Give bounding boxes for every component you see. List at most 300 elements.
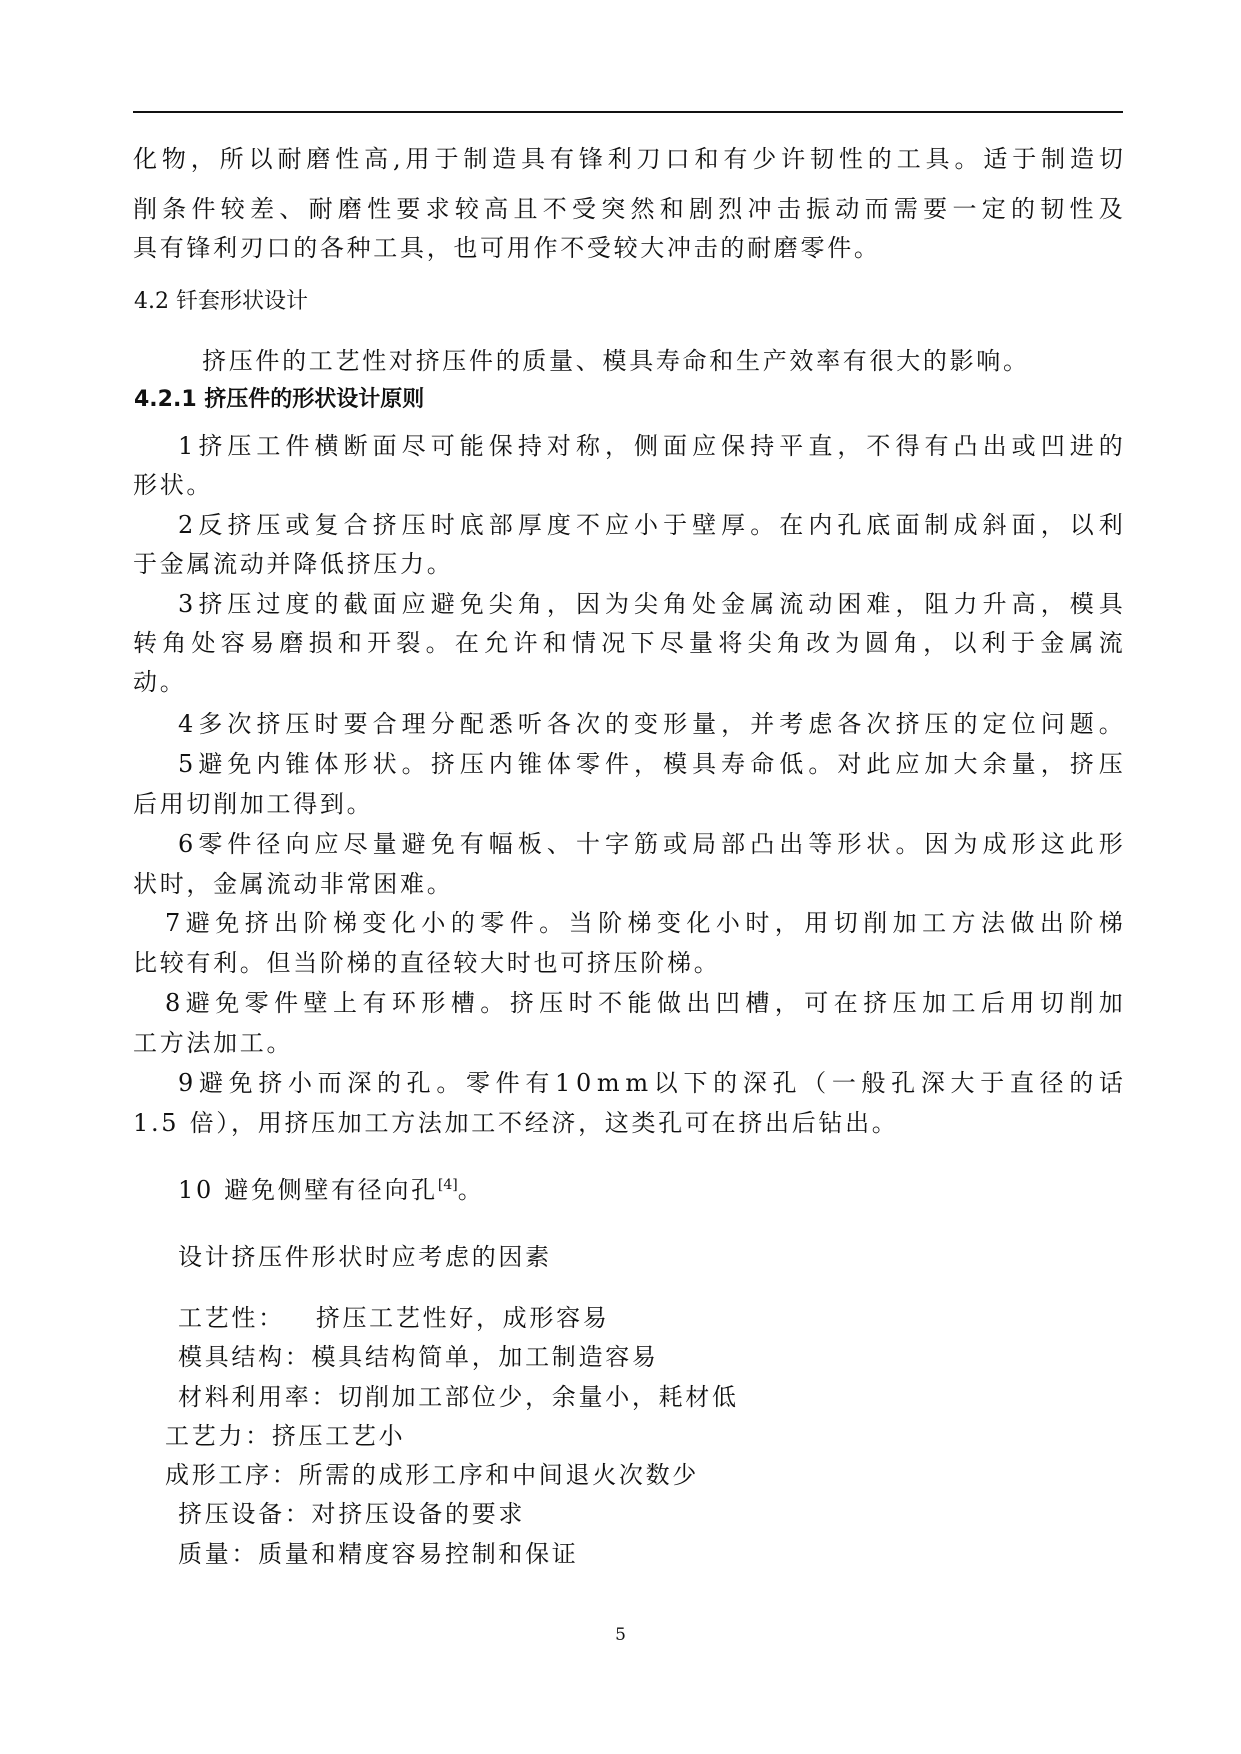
glyph: 此 — [1069, 830, 1094, 858]
glyph: 将 — [718, 629, 743, 657]
glyph: 转 — [133, 629, 157, 657]
glyph: 用 — [804, 909, 829, 937]
glyph: 变 — [634, 710, 659, 738]
glyph: 有 — [550, 145, 574, 173]
glyph: 字 — [604, 830, 629, 858]
glyph: 角 — [776, 629, 801, 657]
glyph: 模 — [1069, 590, 1094, 618]
glyph: ， — [634, 750, 659, 778]
glyph: 变 — [362, 909, 387, 937]
glyph: 有 — [459, 830, 484, 858]
glyph: 定 — [981, 195, 1006, 223]
glyph: 削 — [1069, 989, 1094, 1017]
factor-item: 模具结构：模具结构简单，加工制造容易 — [178, 1343, 659, 1371]
glyph: 配 — [459, 710, 484, 738]
glyph: 悉 — [488, 710, 513, 738]
glyph: 易 — [250, 629, 275, 657]
glyph: 向 — [285, 830, 310, 858]
glyph: 内 — [488, 750, 513, 778]
glyph: 动 — [835, 195, 860, 223]
glyph: 避 — [198, 750, 223, 778]
glyph: 免 — [459, 590, 484, 618]
factor-item: 工艺力：挤压工艺小 — [165, 1422, 406, 1450]
glyph: 挤 — [372, 511, 397, 539]
glyph: 或 — [663, 830, 688, 858]
glyph: 适 — [983, 145, 1008, 173]
glyph: 能 — [459, 432, 484, 460]
factor-item: 工艺性： 挤压工艺性好，成形容易 — [178, 1304, 610, 1332]
glyph: 于 — [434, 145, 459, 173]
glyph: 等 — [808, 830, 833, 858]
glyph: 反 — [198, 511, 223, 539]
glyph: 多 — [198, 710, 223, 738]
glyph: 成 — [953, 511, 978, 539]
glyph: 性 — [367, 195, 392, 223]
glyph: 较 — [454, 195, 479, 223]
glyph: 复 — [314, 511, 339, 539]
paragraph-line — [133, 197, 1123, 221]
glyph: ， — [895, 590, 920, 618]
glyph: 尖 — [747, 629, 772, 657]
glyph: 。 — [750, 511, 775, 539]
glyph: 出 — [982, 432, 1007, 460]
glyph: 因 — [575, 590, 600, 618]
glyph: 部 — [488, 511, 513, 539]
glyph: 磨 — [337, 195, 362, 223]
glyph: ， — [1040, 511, 1065, 539]
list-item-line: 1.5 倍），用挤压加工方法加工不经济，这类孔可在挤出后钻出。 — [133, 1109, 899, 1137]
glyph: 应 — [314, 830, 339, 858]
glyph: 的 — [1010, 195, 1035, 223]
glyph: 件 — [191, 195, 216, 223]
list-item-line — [178, 752, 1123, 776]
glyph: 。 — [401, 750, 426, 778]
glyph: 寿 — [721, 750, 746, 778]
glyph: 直 — [808, 432, 833, 460]
glyph: 挤 — [227, 511, 252, 539]
glyph: 造 — [492, 145, 517, 173]
glyph: 可 — [430, 432, 455, 460]
section-heading: 4.2 钎套形状设计 — [134, 289, 308, 314]
glyph: 的 — [450, 909, 475, 937]
glyph: 避 — [430, 590, 455, 618]
glyph: 做 — [1010, 909, 1035, 937]
glyph: 利 — [981, 629, 1006, 657]
list-item-line — [133, 631, 1123, 655]
glyph: 况 — [601, 629, 626, 657]
glyph: 以 — [1069, 511, 1094, 539]
glyph: 各 — [546, 710, 571, 738]
glyph: 2 — [178, 511, 194, 539]
glyph: 韧 — [810, 145, 835, 173]
glyph: 为 — [953, 830, 978, 858]
glyph: 免 — [228, 1069, 253, 1097]
glyph: 角 — [517, 590, 542, 618]
glyph: 加 — [1098, 989, 1123, 1017]
glyph: 挤 — [863, 989, 888, 1017]
list-item-line: 后用切削加工得到。 — [133, 790, 374, 818]
glyph: 凹 — [715, 989, 740, 1017]
glyph: 形 — [663, 710, 688, 738]
glyph: 一 — [831, 1069, 856, 1097]
glyph: 免 — [215, 989, 240, 1017]
glyph: 保 — [488, 432, 513, 460]
glyph: 具 — [1098, 590, 1123, 618]
glyph: 深 — [920, 1069, 945, 1097]
glyph: 出 — [779, 830, 804, 858]
glyph: ， — [1040, 750, 1065, 778]
glyph: 径 — [256, 830, 281, 858]
glyph: 面 — [663, 432, 688, 460]
glyph: 韧 — [1040, 195, 1065, 223]
factor-item: 质量：质量和精度容易控制和保证 — [178, 1540, 579, 1568]
glyph: 在 — [779, 511, 804, 539]
glyph: 加 — [922, 989, 947, 1017]
glyph: 形 — [1011, 830, 1036, 858]
glyph: （ — [802, 1069, 827, 1097]
glyph: 差 — [250, 195, 275, 223]
glyph: 深 — [742, 1069, 767, 1097]
glyph: 切 — [1098, 145, 1123, 173]
glyph: 、 — [546, 830, 571, 858]
glyph: 槽 — [450, 989, 475, 1017]
glyph: 免 — [430, 830, 455, 858]
glyph: 低 — [779, 750, 804, 778]
glyph: 得 — [895, 432, 920, 460]
glyph: 尽 — [401, 432, 426, 460]
glyph: 次 — [866, 710, 891, 738]
glyph: 度 — [546, 511, 571, 539]
glyph: 厚 — [517, 511, 542, 539]
glyph: 应 — [401, 590, 426, 618]
glyph: 要 — [396, 195, 421, 223]
glyph: 烈 — [718, 195, 743, 223]
glyph: 后 — [980, 989, 1005, 1017]
glyph: 角 — [162, 629, 187, 657]
glyph: 般 — [861, 1069, 886, 1097]
subsection-heading: 4.2.1 挤压件的形状设计原则 — [134, 387, 425, 412]
list-item-line — [165, 991, 1123, 1015]
glyph: 话 — [1098, 1069, 1123, 1097]
glyph: 应 — [604, 511, 629, 539]
factor-item: 材料利用率：切削加工部位少，余量小，耗材低 — [178, 1383, 739, 1411]
glyph: 能 — [627, 989, 652, 1017]
glyph: 位 — [1011, 710, 1036, 738]
glyph: 挤 — [430, 750, 455, 778]
glyph: 尖 — [488, 590, 513, 618]
glyph: 切 — [833, 909, 858, 937]
glyph: 物 — [161, 145, 186, 173]
glyph: 少 — [752, 145, 777, 173]
glyph: 壁 — [692, 511, 717, 539]
glyph: 避 — [185, 989, 210, 1017]
glyph: 和 — [337, 629, 362, 657]
glyph: 。 — [808, 750, 833, 778]
glyph: 压 — [459, 750, 484, 778]
glyph: ， — [604, 432, 629, 460]
glyph: 化 — [391, 909, 416, 937]
glyph: 可 — [804, 989, 829, 1017]
glyph: 内 — [256, 750, 281, 778]
glyph: 的 — [314, 590, 339, 618]
glyph: 孔 — [406, 1069, 431, 1097]
glyph: 性 — [1069, 195, 1094, 223]
glyph: 在 — [833, 989, 858, 1017]
glyph: 造 — [1070, 145, 1095, 173]
glyph: 剧 — [689, 195, 714, 223]
glyph: 尽 — [343, 830, 368, 858]
glyph: 3 — [178, 590, 194, 618]
glyph: 角 — [663, 590, 688, 618]
glyph: 工 — [256, 432, 281, 460]
glyph: 有 — [362, 989, 387, 1017]
glyph: 状 — [866, 830, 891, 858]
glyph: 小 — [715, 909, 740, 937]
glyph: 挤 — [509, 989, 534, 1017]
header-rule — [133, 111, 1123, 113]
glyph: 于 — [663, 511, 688, 539]
glyph: 高 — [1011, 590, 1036, 618]
glyph: 不 — [866, 432, 891, 460]
glyph: 阻 — [924, 590, 949, 618]
glyph: 制 — [924, 511, 949, 539]
glyph: 为 — [604, 590, 629, 618]
paragraph-line — [133, 147, 1123, 171]
glyph: 制 — [1041, 145, 1066, 173]
glyph: 或 — [1011, 432, 1036, 460]
glyph: 角 — [893, 629, 918, 657]
glyph: 件 — [285, 432, 310, 460]
glyph: ， — [774, 989, 799, 1017]
glyph: 持 — [750, 432, 775, 460]
glyph: 口 — [665, 145, 690, 173]
glyph: 合 — [372, 710, 397, 738]
glyph: ， — [837, 432, 862, 460]
glyph: 件 — [495, 1069, 520, 1097]
glyph: 、 — [279, 195, 304, 223]
list-item-line: 形状。 — [133, 471, 214, 499]
glyph: 及 — [1098, 195, 1123, 223]
glyph: m — [596, 1069, 620, 1097]
glyph: 8 — [165, 989, 181, 1017]
glyph: 4 — [178, 710, 194, 738]
glyph: 1 — [178, 432, 194, 460]
citation-ref: [4] — [437, 1177, 458, 1193]
glyph: 合 — [343, 511, 368, 539]
glyph: 挤 — [258, 1069, 283, 1097]
glyph: 板 — [517, 830, 542, 858]
glyph: 。 — [480, 989, 505, 1017]
glyph: 情 — [571, 629, 596, 657]
glyph: 面 — [895, 511, 920, 539]
glyph: 工 — [951, 989, 976, 1017]
glyph: 凸 — [953, 432, 978, 460]
glyph: 分 — [430, 710, 455, 738]
glyph: 各 — [837, 710, 862, 738]
glyph: 5 — [178, 750, 194, 778]
glyph: 免 — [215, 909, 240, 937]
glyph: 度 — [285, 590, 310, 618]
glyph: 孔 — [772, 1069, 797, 1097]
glyph: 击 — [776, 195, 801, 223]
glyph: 挤 — [198, 432, 223, 460]
glyph: 量 — [372, 830, 397, 858]
glyph: 零 — [575, 750, 600, 778]
glyph: 的 — [953, 710, 978, 738]
glyph: 考 — [779, 710, 804, 738]
glyph: 的 — [867, 145, 892, 173]
glyph: 金 — [721, 590, 746, 618]
glyph: 削 — [863, 909, 888, 937]
list-item-line: 状时，金属流动非常困难。 — [133, 870, 454, 898]
glyph: 损 — [308, 629, 333, 657]
glyph: 。 — [954, 145, 979, 173]
glyph: 挤 — [198, 590, 223, 618]
glyph: 当 — [568, 909, 593, 937]
glyph: 问 — [1040, 710, 1065, 738]
glyph: 性 — [335, 145, 360, 173]
glyph: 应 — [692, 432, 717, 460]
glyph: 1 — [555, 1069, 571, 1097]
glyph: 次 — [575, 710, 600, 738]
glyph: 以 — [653, 1069, 678, 1097]
glyph: 面 — [372, 432, 397, 460]
glyph: 具 — [925, 145, 950, 173]
glyph: 许 — [781, 145, 806, 173]
glyph: ， — [190, 145, 215, 173]
glyph: 耐 — [308, 195, 333, 223]
glyph: 出 — [686, 989, 711, 1017]
glyph: 不 — [542, 195, 567, 223]
glyph: 凹 — [1040, 432, 1065, 460]
glyph: 加 — [924, 750, 949, 778]
glyph: 削 — [133, 195, 157, 223]
glyph: 应 — [895, 750, 920, 778]
glyph: 锥 — [517, 750, 542, 778]
glyph: 阶 — [598, 909, 623, 937]
glyph: ， — [721, 710, 746, 738]
glyph: 具 — [521, 145, 546, 173]
glyph: 9 — [178, 1069, 194, 1097]
glyph: 。 — [539, 909, 564, 937]
glyph: 冲 — [747, 195, 772, 223]
glyph: 截 — [343, 590, 368, 618]
glyph: 凸 — [750, 830, 775, 858]
glyph: 需 — [893, 195, 918, 223]
glyph: 命 — [750, 750, 775, 778]
glyph: 出 — [1039, 909, 1064, 937]
glyph: 时 — [568, 989, 593, 1017]
glyph: 件 — [227, 830, 252, 858]
glyph: 压 — [401, 511, 426, 539]
glyph: 制 — [463, 145, 488, 173]
list-item-line: 于金属流动并降低挤压力。 — [133, 550, 454, 578]
glyph: 突 — [601, 195, 626, 223]
glyph: 槽 — [745, 989, 770, 1017]
glyph: 过 — [256, 590, 281, 618]
glyph: 体 — [546, 750, 571, 778]
factors-title: 设计挤压件形状时应考虑的因素 — [178, 1243, 552, 1271]
glyph: 定 — [982, 710, 1007, 738]
glyph: 以 — [952, 629, 977, 657]
glyph: 面 — [1011, 511, 1036, 539]
glyph: 或 — [285, 511, 310, 539]
glyph: 开 — [367, 629, 392, 657]
glyph: 尽 — [659, 629, 684, 657]
glyph: 于 — [980, 1069, 1005, 1097]
glyph: 。 — [425, 629, 450, 657]
glyph: 加 — [892, 909, 917, 937]
glyph: 流 — [779, 590, 804, 618]
glyph: 筋 — [634, 830, 659, 858]
glyph: 有 — [924, 432, 949, 460]
glyph: 大 — [953, 750, 978, 778]
glyph: 的 — [1098, 432, 1123, 460]
glyph: 在 — [454, 629, 479, 657]
glyph: 以 — [248, 145, 273, 173]
glyph: 持 — [517, 432, 542, 460]
list-item-line — [178, 1178, 484, 1202]
glyph: 高 — [364, 145, 389, 173]
glyph: 压 — [892, 989, 917, 1017]
glyph: 于 — [1010, 629, 1035, 657]
glyph: 容 — [220, 629, 245, 657]
glyph: 属 — [750, 590, 775, 618]
glyph: 一 — [952, 195, 977, 223]
glyph: 大 — [950, 1069, 975, 1097]
glyph: 余 — [982, 750, 1007, 778]
glyph: 听 — [517, 710, 542, 738]
glyph: 利 — [607, 145, 632, 173]
glyph: 并 — [750, 710, 775, 738]
glyph: 出 — [274, 909, 299, 937]
glyph: 直 — [1009, 1069, 1034, 1097]
glyph: 平 — [779, 432, 804, 460]
glyph: ， — [1040, 590, 1065, 618]
glyph: 耐 — [277, 145, 302, 173]
glyph: 题 — [1069, 710, 1094, 738]
list-item-line — [178, 513, 1123, 537]
glyph: 的 — [604, 710, 629, 738]
glyph: 许 — [513, 629, 538, 657]
glyph: 。 — [436, 1069, 461, 1097]
glyph: 避 — [401, 830, 426, 858]
glyph: 这 — [1040, 830, 1065, 858]
glyph: 模 — [663, 750, 688, 778]
glyph: 称 — [575, 432, 600, 460]
glyph: 刀 — [636, 145, 661, 173]
glyph: 小 — [421, 909, 446, 937]
glyph: 压 — [285, 710, 310, 738]
glyph: 而 — [864, 195, 889, 223]
page-number: 5 — [615, 1625, 626, 1645]
list-item-line — [178, 712, 1123, 736]
glyph: 避 — [185, 909, 210, 937]
glyph: 的 — [713, 1069, 738, 1097]
glyph: 部 — [721, 830, 746, 858]
glyph: 工 — [922, 909, 947, 937]
glyph: ， — [774, 909, 799, 937]
glyph: 成 — [982, 830, 1007, 858]
glyph: 属 — [1069, 629, 1094, 657]
glyph: 力 — [953, 590, 978, 618]
glyph: 磨 — [306, 145, 331, 173]
list-item-line: 动。 — [133, 668, 187, 696]
glyph: 件 — [604, 750, 629, 778]
factor-item: 挤压设备：对挤压设备的要求 — [178, 1500, 526, 1528]
glyph: 用 — [405, 145, 430, 173]
glyph: 于 — [1012, 145, 1037, 173]
